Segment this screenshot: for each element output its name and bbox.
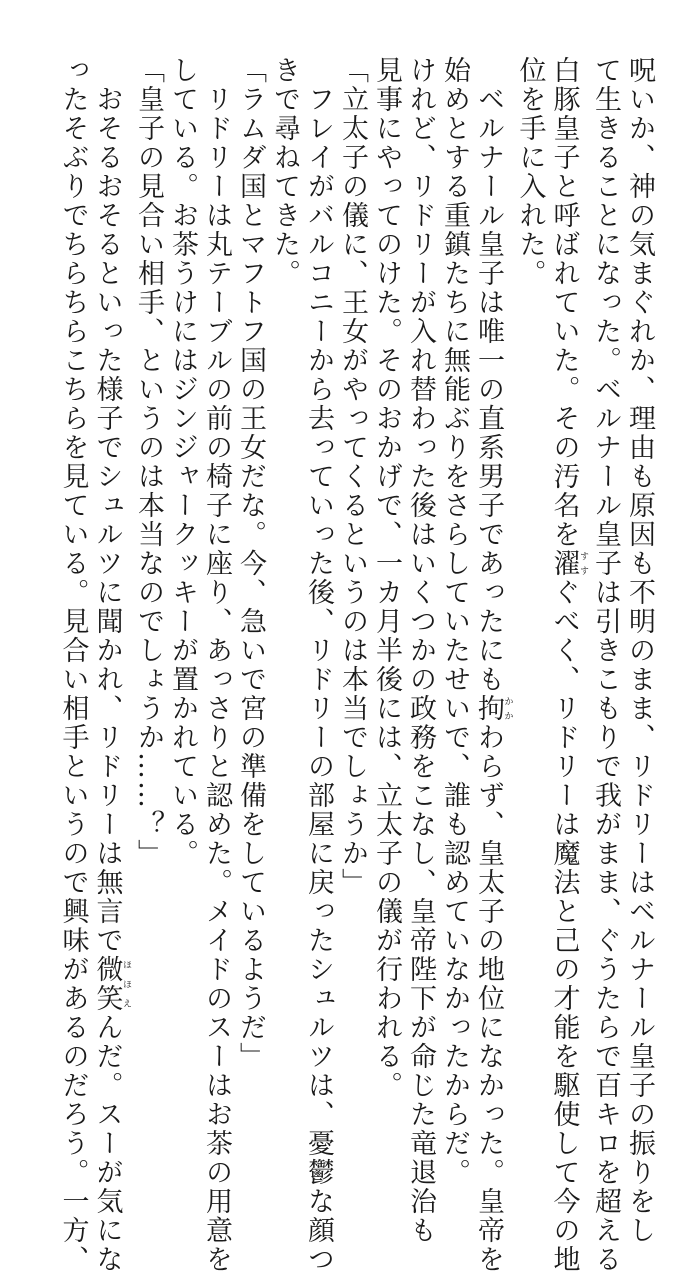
text-line: 呪いか、神の気まぐれか、理由も原因も不明のまま、リドリーはベルナール皇子の振りをし: [624, 56, 655, 1245]
text-line: している。お茶うけにはジンジャークッキーが置かれている。: [167, 56, 198, 868]
text-line: きで尋ねてきた。: [269, 56, 300, 288]
text-line: 「ラムダ国とマフトフ国の王女だな。今、急いで宮の準備をしているようだ」: [235, 56, 266, 1071]
text-line: て生きることになった。ベルナール皇子は引きこもりで我がまま、ぐうたらで百キロを超える: [590, 56, 621, 1274]
ruby-susu: 濯すす: [548, 549, 588, 578]
text-line: フレイがバルコニーから去っていった後、リドリーの部屋に戻ったシュルツは、憂鬱な顔つ: [303, 56, 334, 1274]
text-line-ruby: おそるおそるといった様子でシュルツに聞かれ、リドリーは無言で微笑ほほえんだ。スーが気にな: [91, 56, 131, 1274]
text-line-ruby: 白豚皇子と呼ばれていた。その汚名を濯すすぐべく、リドリーは魔法と己の才能を駆使して今の地: [548, 56, 588, 1274]
text-line: リドリーは丸テーブルの前の椅子に座り、あっさりと認めた。メイドのスーはお茶の用意を: [201, 56, 232, 1274]
text-line: 「皇子の見合い相手、というのは本当なのでしょうか……？」: [133, 56, 164, 868]
vertical-text-block: [44, 56, 656, 1274]
text-line: 位を手に入れた。: [514, 56, 546, 288]
text-line: ったそぶりでちらちらこちらを見ている。見合い相手というので興味があるのだろう。一方、: [57, 56, 89, 1274]
text-line: けれど、リドリーが入れ替わった後はいくつかの政務をこなし、皇帝陛下が命じた竜退治も: [405, 56, 436, 1245]
text-line: 「立太子の儀に、王女がやってくるというのは本当でしょうか」: [337, 56, 368, 897]
ruby-kaka: 拘かか: [473, 694, 513, 723]
text-line: 始めとする重鎮たちに無能ぶりをさらしていたせいで、誰も認めていなかったからだ。: [439, 56, 470, 1187]
ruby-hohoe: 微笑ほほえ: [91, 955, 131, 1013]
text-line-ruby: ベルナール皇子は唯一の直系男子であったにも拘かかわらず、皇太子の地位になかった。皇帝を: [473, 56, 513, 1274]
text-line: 見事にやってのけた。そのおかげで、一カ月半後には、立太子の儀が行われる。: [371, 56, 402, 1100]
